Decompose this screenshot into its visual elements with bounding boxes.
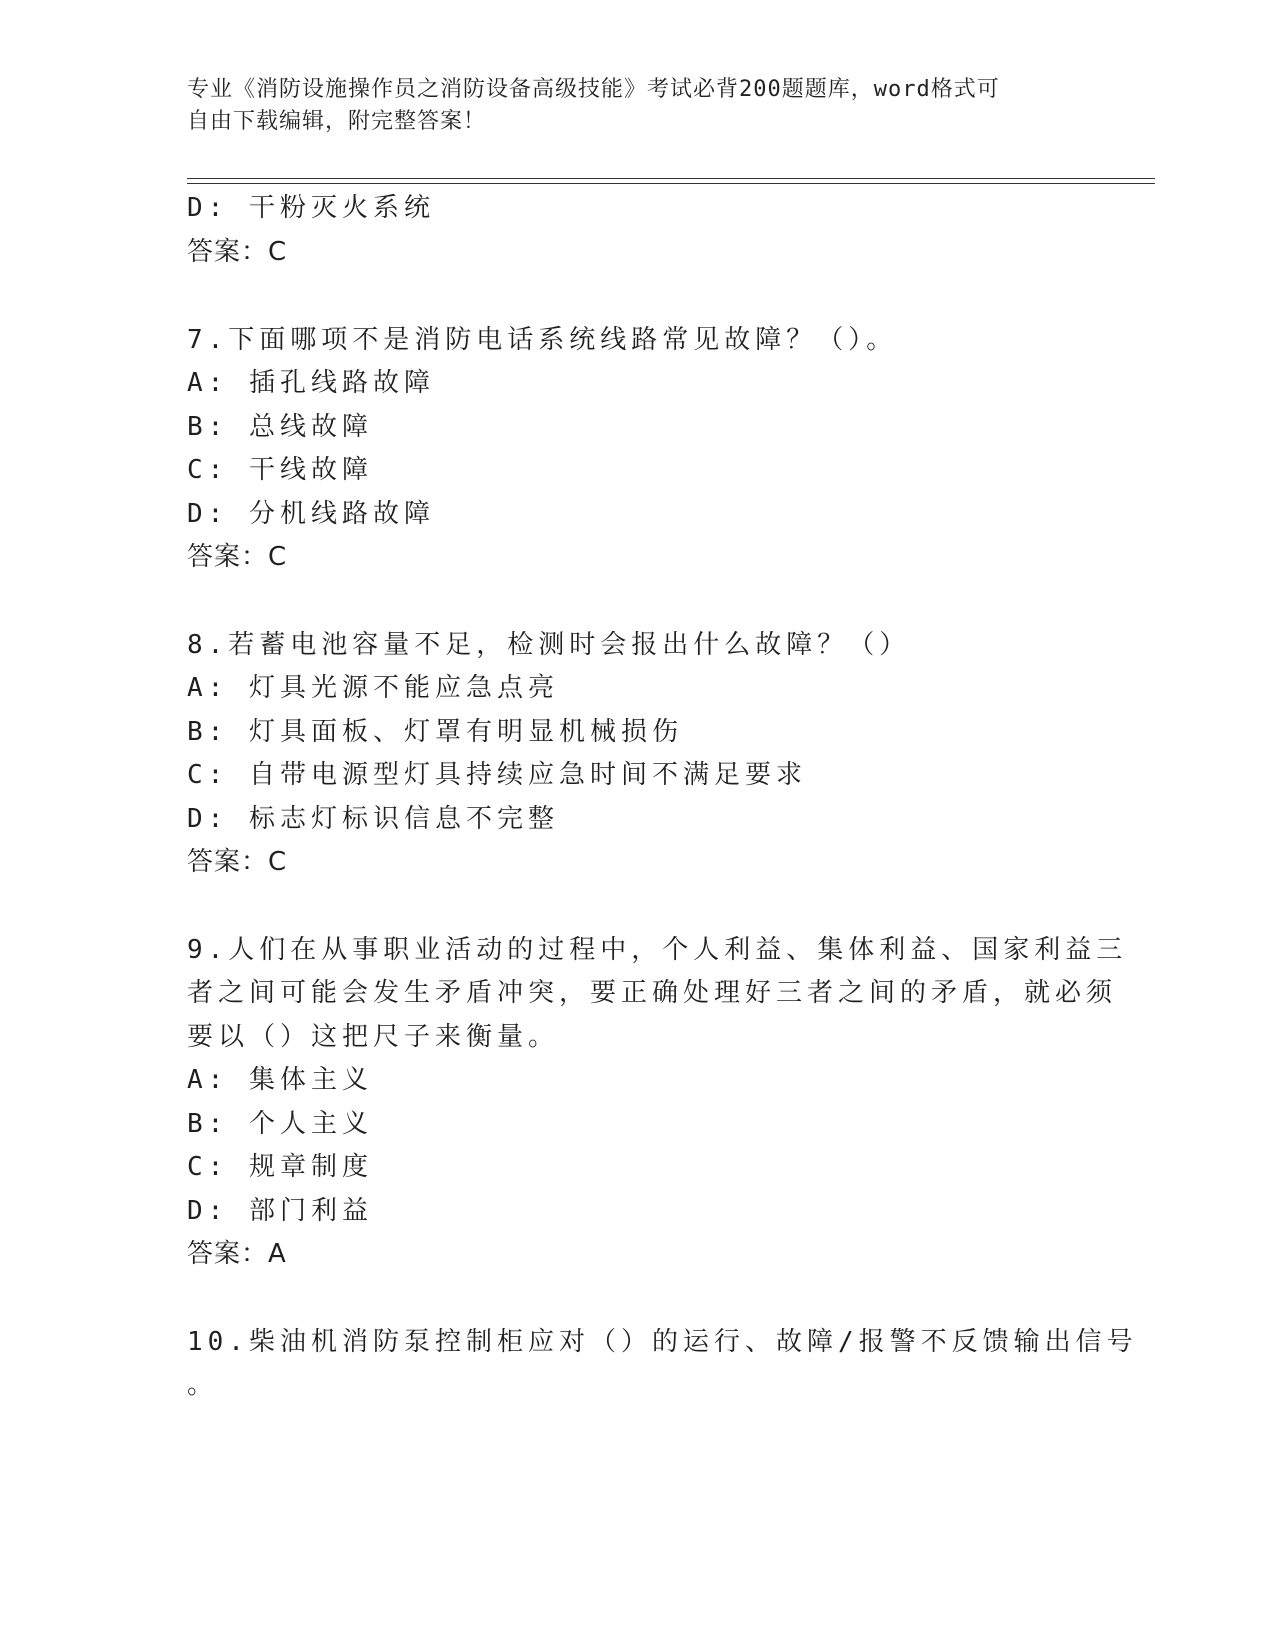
q10-question-line-1: 10.柴油机消防泵控制柜应对（）的运行、故障/报警不反馈输出信号 <box>187 1327 1138 1357</box>
q9-answer: 答案：A <box>187 1239 287 1269</box>
q7-option-d: D: 分机线路故障 <box>187 499 435 529</box>
q7-answer: 答案：C <box>187 542 288 572</box>
q10-question-line-2: 。 <box>187 1370 219 1400</box>
q7-option-c: C: 干线故障 <box>187 455 373 485</box>
q9-question-line-1: 9.人们在从事职业活动的过程中，个人利益、集体利益、国家利益三 <box>187 935 1128 965</box>
q7-option-a: A: 插孔线路故障 <box>187 368 435 398</box>
q8-option-d: D: 标志灯标识信息不完整 <box>187 804 559 834</box>
header-divider-top <box>187 178 1155 179</box>
q8-answer: 答案：C <box>187 847 288 877</box>
q8-option-a: A: 灯具光源不能应急点亮 <box>187 673 559 703</box>
header-line-1: 专业《消防设施操作员之消防设备高级技能》考试必背200题题库，word格式可 <box>187 77 1000 102</box>
header-divider-bottom <box>187 183 1155 184</box>
document-header <box>187 74 1067 138</box>
q9-question-line-2: 者之间可能会发生矛盾冲突，要正确处理好三者之间的矛盾，就必须 <box>187 978 1118 1008</box>
header-line-2: 自由下载编辑，附完整答案！ <box>187 109 487 134</box>
q9-option-d: D: 部门利益 <box>187 1196 373 1226</box>
q7-question: 7.下面哪项不是消防电话系统线路常见故障？（）。 <box>187 325 898 355</box>
q9-option-b: B: 个人主义 <box>187 1109 373 1139</box>
q8-option-c: C: 自带电源型灯具持续应急时间不满足要求 <box>187 760 807 790</box>
q8-question: 8.若蓄电池容量不足，检测时会报出什么故障？（） <box>187 630 911 660</box>
q6-answer: 答案：C <box>187 237 288 267</box>
q6-option-d: D: 干粉灭火系统 <box>187 193 435 223</box>
q8-option-b: B: 灯具面板、灯罩有明显机械损伤 <box>187 717 683 747</box>
q9-question-line-3: 要以（）这把尺子来衡量。 <box>187 1022 560 1052</box>
q9-option-c: C: 规章制度 <box>187 1152 373 1182</box>
q7-option-b: B: 总线故障 <box>187 412 373 442</box>
q9-option-a: A: 集体主义 <box>187 1065 373 1095</box>
